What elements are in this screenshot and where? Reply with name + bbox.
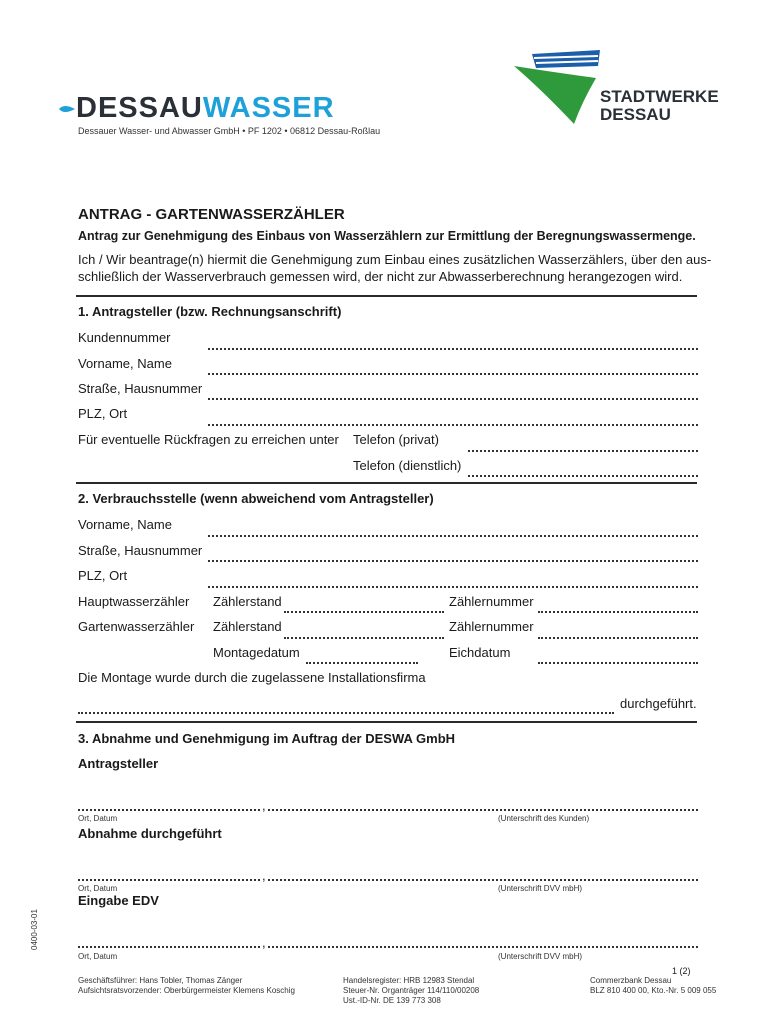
label-edv: Eingabe EDV (78, 893, 159, 908)
section2-title: 2. Verbrauchsstelle (wenn abweichend vom Antragsteller) (78, 491, 434, 506)
footer-steuer: Steuer-Nr. Organträger 114/110/00208 (343, 986, 480, 995)
section1-title: 1. Antragsteller (bzw. Rechnungsanschrift) (78, 304, 342, 319)
footer-ar: Aufsichtsratsvorzender: Oberbürgermeister Klemens Koschig (78, 986, 295, 995)
caption-ort-datum: Ort, Datum (78, 884, 118, 893)
divider (76, 295, 697, 297)
intro-line-1: Ich / Wir beantrage(n) hiermit die Genehmigung zum Einbau eines zusätzlichen Wasserzählers, über den aus- (78, 252, 712, 267)
label-antragsteller: Antragsteller (78, 756, 159, 771)
label-zaehlerstand-garten: Zählerstand (213, 619, 282, 634)
divider (76, 721, 697, 723)
separator-comma: , (262, 935, 266, 950)
label-strasse: Straße, Hausnummer (78, 381, 203, 396)
field-plz[interactable] (208, 424, 698, 426)
separator-comma: , (262, 868, 266, 883)
label-montagedatum: Montagedatum (213, 645, 300, 660)
page-number: 1 (2) (672, 966, 691, 976)
label-zaehlerstand-haupt: Zählerstand (213, 594, 282, 609)
label-plz-2: PLZ, Ort (78, 568, 128, 583)
field-strasse-2[interactable] (208, 560, 698, 562)
field-vorname[interactable] (208, 373, 698, 375)
page-subtitle: Antrag zur Genehmigung des Einbaus von Wasserzählern zur Ermittlung der Beregnungswassermenge. (78, 229, 696, 243)
field-ort-datum-edv[interactable] (78, 946, 260, 948)
caption-sig-dvv: (Unterschrift DVV mbH) (498, 884, 583, 893)
field-zaehlerstand-haupt[interactable] (284, 611, 444, 613)
stadtwerke-logo (512, 44, 722, 128)
water-drop-icon (58, 102, 76, 116)
footer-blz: BLZ 810 400 00, Kto.-Nr. 5 009 055 (590, 986, 717, 995)
label-vorname-2: Vorname, Name (78, 517, 172, 532)
doc-code: 0400-03-01 (30, 909, 39, 950)
label-strasse-2: Straße, Hausnummer (78, 543, 203, 558)
label-plz: PLZ, Ort (78, 406, 128, 421)
caption-sig-kunde: (Unterschrift des Kunden) (498, 814, 590, 823)
stadtwerke-emblem-icon (512, 44, 602, 126)
intro-line-2: schließlich der Wasserverbrauch gemessen wird, der nicht zur Abwasserberechnung herangezogen wird. (78, 269, 683, 284)
logo-text-wasser: WASSER (202, 92, 335, 124)
field-signature-abnahme[interactable] (268, 879, 698, 881)
field-ort-datum-kunde[interactable] (78, 809, 260, 811)
montage-text: Die Montage wurde durch die zugelassene Installationsfirma (78, 670, 426, 685)
field-tel-privat[interactable] (468, 450, 698, 452)
section3-title: 3. Abnahme und Genehmigung im Auftrag der DESWA GmbH (78, 731, 456, 746)
field-zaehlernummer-haupt[interactable] (538, 611, 698, 613)
footer-ust: Ust.-ID-Nr. DE 139 773 308 (343, 996, 441, 1005)
company-address: Dessauer Wasser- und Abwasser GmbH • PF 1202 • 06812 Dessau-Roßlau (78, 126, 381, 136)
label-eichdatum: Eichdatum (449, 645, 511, 660)
sw-line1: STADTWERKE (600, 87, 719, 106)
sw-line2: DESSAU (600, 105, 671, 124)
label-kundennummer: Kundennummer (78, 330, 171, 345)
field-tel-dienst[interactable] (468, 475, 698, 477)
caption-ort-datum: Ort, Datum (78, 952, 118, 961)
footer-gf: Geschäftsführer: Hans Tobler, Thomas Zänger (78, 976, 243, 985)
label-vorname: Vorname, Name (78, 356, 172, 371)
page-title: ANTRAG - GARTENWASSERZÄHLER (78, 206, 345, 223)
field-plz-2[interactable] (208, 586, 698, 588)
field-vorname-2[interactable] (208, 535, 698, 537)
label-tel-dienst: Telefon (dienstlich) (353, 458, 462, 473)
footer-bank: Commerzbank Dessau (590, 976, 672, 985)
caption-sig-dvv: (Unterschrift DVV mbH) (498, 952, 583, 961)
field-zaehlernummer-garten[interactable] (538, 637, 698, 639)
separator-comma: , (262, 798, 266, 813)
label-gartenwasserzaehler: Gartenwasserzähler (78, 619, 195, 634)
label-zaehlernummer-haupt: Zählernummer (449, 594, 534, 609)
field-montagedatum[interactable] (306, 662, 418, 664)
label-abnahme: Abnahme durchgeführt (78, 826, 222, 841)
footer-hr: Handelsregister: HRB 12983 Stendal (343, 976, 475, 985)
field-ort-datum-abnahme[interactable] (78, 879, 260, 881)
caption-ort-datum: Ort, Datum (78, 814, 118, 823)
field-signature-edv[interactable] (268, 946, 698, 948)
divider (76, 482, 697, 484)
field-kundennummer[interactable] (208, 348, 698, 350)
label-zaehlernummer-garten: Zählernummer (449, 619, 534, 634)
logo-text-dessau: DESSAU (76, 92, 203, 124)
label-hauptwasserzaehler: Hauptwasserzähler (78, 594, 190, 609)
field-signature-kunde[interactable] (268, 809, 698, 811)
field-installationsfirma[interactable] (78, 712, 614, 714)
label-rueckfragen: Für eventuelle Rückfragen zu erreichen unter (78, 432, 339, 447)
label-tel-privat: Telefon (privat) (353, 432, 439, 447)
field-strasse[interactable] (208, 398, 698, 400)
field-eichdatum[interactable] (538, 662, 698, 664)
label-durchgefuehrt: durchgeführt. (620, 696, 697, 711)
field-zaehlerstand-garten[interactable] (284, 637, 444, 639)
